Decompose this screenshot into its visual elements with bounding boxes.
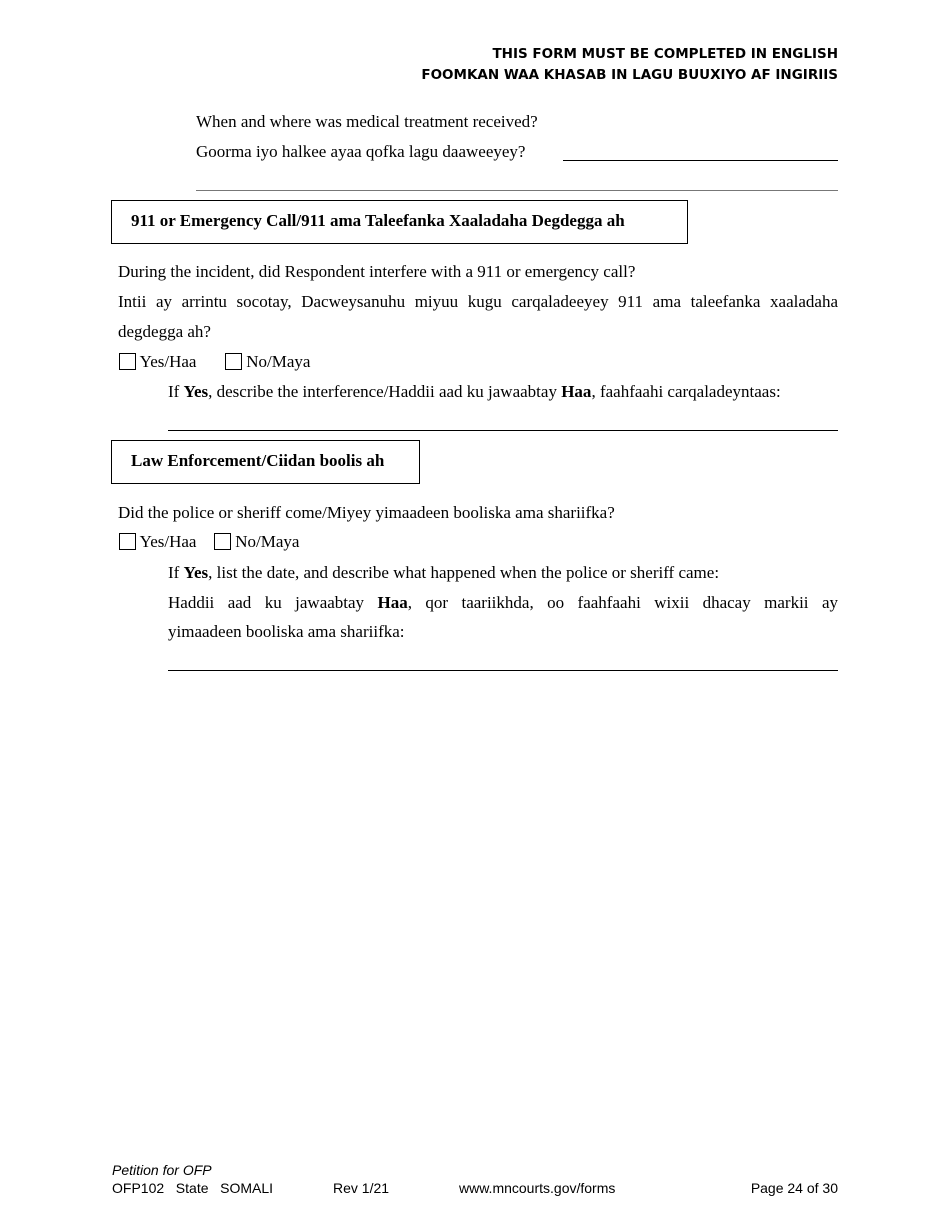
- police-question: Did the police or sheriff come/Miyey yimaadeen booliska ama shariifka?: [118, 503, 615, 522]
- emergency-call-no-checkbox[interactable]: [225, 353, 242, 370]
- medical-answer-line[interactable]: [563, 160, 838, 161]
- emergency-call-yes-option[interactable]: [119, 352, 196, 372]
- emergency-call-no-option[interactable]: [225, 352, 310, 372]
- police-yes-option[interactable]: [119, 532, 196, 552]
- footer-form-title: Petition for OFP: [112, 1162, 212, 1178]
- medical-question-en: When and where was medical treatment received?: [196, 112, 538, 131]
- footer-url[interactable]: www.mncourts.gov/forms: [459, 1180, 616, 1196]
- emergency-call-no-label: No/Maya: [246, 352, 311, 371]
- police-no-checkbox[interactable]: [214, 533, 231, 550]
- emergency-call-section-title: 911 or Emergency Call/911 ama Taleefanka Xaaladaha Degdegga ah: [111, 200, 688, 244]
- english-requirement-notice: THIS FORM MUST BE COMPLETED IN ENGLISH: [492, 46, 838, 62]
- somali-requirement-notice: FOOMKAN WAA KHASAB IN LAGU BUUXIYO AF INGIRIIS: [421, 67, 838, 83]
- emergency-call-question-so-cont: degdegga ah?: [118, 322, 211, 341]
- medical-answer-line-2[interactable]: [196, 190, 838, 191]
- footer-form-code: OFP102 State SOMALI: [112, 1180, 274, 1196]
- footer-page-number: Page 24 of 30: [750, 1180, 838, 1196]
- emergency-call-question-so: Intii ay arrintu socotay, Dacweysanuhu miyuu kugu carqaladeeyey 911 ama taleefanka xaaladaha: [118, 292, 838, 311]
- emergency-call-answer-line[interactable]: [168, 430, 838, 431]
- emergency-call-yes-checkbox[interactable]: [119, 353, 136, 370]
- police-followup-so: Haddii aad ku jawaabtay Haa, qor taariikhda, oo faahfaahi wixii dhacay markii ay: [168, 593, 839, 612]
- law-enforcement-section-title: Law Enforcement/Ciidan boolis ah: [111, 440, 420, 484]
- footer-revision: Rev 1/21: [333, 1180, 390, 1196]
- police-yes-label: Yes/Haa: [139, 532, 197, 551]
- emergency-call-followup: If Yes, describe the interference/Haddii aad ku jawaabtay Haa, faahfaahi carqaladeyntaas:: [168, 382, 781, 401]
- police-answer-line[interactable]: [168, 670, 838, 671]
- emergency-call-yes-label: Yes/Haa: [139, 352, 197, 371]
- emergency-call-question-en: During the incident, did Respondent interfere with a 911 or emergency call?: [118, 262, 636, 281]
- police-no-option[interactable]: [214, 532, 299, 552]
- police-followup-so-cont: yimaadeen booliska ama shariifka:: [168, 622, 405, 641]
- police-yes-checkbox[interactable]: [119, 533, 136, 550]
- police-followup-en: If Yes, list the date, and describe what happened when the police or sheriff came:: [168, 563, 720, 582]
- police-no-label: No/Maya: [235, 532, 300, 551]
- medical-question-so: Goorma iyo halkee ayaa qofka lagu daaweeyey?: [196, 142, 526, 161]
